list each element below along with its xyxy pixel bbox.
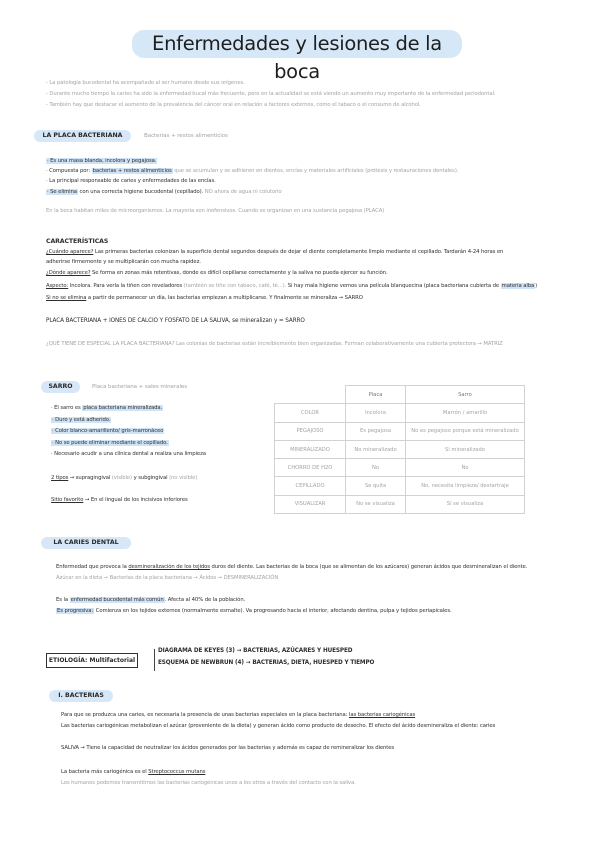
sarro-bullet: · No se puede eliminar mediante el cepillado. xyxy=(52,440,168,446)
table-row-header: PEGAJOSO xyxy=(275,422,346,440)
bacterias-line: Para que se produzca una caries, es necesaria la presencia de unas bacterias especiales en la placa bacteriana: las bacterias cariogénicas xyxy=(61,712,416,718)
sarro-sitio: Sitio favorito → En el lingual de los incisivos inferiores xyxy=(51,497,188,503)
sarro-bullet: · Duro y está adherido. xyxy=(52,417,111,423)
caracteristica-line: Aspecto: Incolora. Para verla la tiñen con reveladores (también se tiñe con tabaco, café, té...). Si hay mala higiene vemos una película blanquecina (placa bacteriana cubierta de materia alba) xyxy=(46,283,538,289)
placa-bullet: · La principal responsable de caries y enfermedades de las encías. xyxy=(46,178,216,184)
caracteristica-line: Si no se elimina a partir de permanecer un día, las bacterias empiezan a multiplicarse. Y finalmente se mineraliza → SARRO xyxy=(46,295,363,301)
table-cell: No es pegajoso porque está mineralizado xyxy=(406,422,525,440)
formula-line: PLACA BACTERIANA + IONES DE CALCIO Y FOSFATO DE LA SALIVA, se mineralizan y = SARRO xyxy=(46,318,305,324)
table-cell: Incolora xyxy=(346,404,406,422)
sarro-bullet: · Color blanco-amarillento/ gris-marronáceo xyxy=(52,428,164,434)
table-header-cell: Sarro xyxy=(406,386,525,404)
placa-bullet: · Se elimina con una correcta higiene bucodental (cepillado). NO ahora de agua ni colutorio xyxy=(47,189,282,195)
table-row xyxy=(275,422,525,440)
table-row xyxy=(275,404,525,422)
placa-bullet: · Compuesta por: bacterias + restos alimenticios que se acumulan y se adhieren en dientes, encías y materiales artificiales (prótesis y restauraciones dentales). xyxy=(46,168,459,174)
intro-line: - Durante mucho tiempo la caries ha sido la enfermedad bucal más frecuente, pero en la actualidad se está viendo un aumento muy importante de la enfermedad periodontal. xyxy=(46,91,496,97)
brace-line xyxy=(154,649,155,671)
table-row xyxy=(275,440,525,458)
intro-line: - La patología bucodental ha acompañado al ser humano desde sus orígenes. xyxy=(46,80,245,86)
sarro-bullet: · Necesario acudir a una clínica dental a realiza una limpieza xyxy=(51,451,206,457)
table-row-header: CEPILLADO xyxy=(275,477,346,495)
bacterias-line: SALIVA → Tiene la capacidad de neutralizar los ácidos generados por las bacterias y además es capaz de remineralizar los dientes xyxy=(61,745,395,751)
etiologia-line: DIAGRAMA DE KEYES (3) → BACTERIAS, AZÚCARES Y HUESPED xyxy=(158,648,353,654)
table-header-row xyxy=(275,386,525,404)
table-cell: Sí se visualiza xyxy=(406,495,525,513)
caries-line: Enfermedad que provoca la desmineralización de los tejidos duros del diente. Las bacterias de la boca (que se alimentan de los azúcares) generan ácidos que desmineralizan el diente. xyxy=(56,564,528,570)
caracteristica-line: ¿Dónde aparece? Se forma en zonas más retentivas, donde es difícil cepillarse correctamente y la saliva no pueda ejercer su función. xyxy=(46,270,388,276)
table-cell: No xyxy=(406,459,525,477)
intro-line: - También hay que destacar el aumento de la prevalencia del cáncer oral en relación a factores externos, como el tabaco o el consumo de alcohol. xyxy=(46,102,421,108)
sarro-tipos: 2 tipos → supragingival (visible) y subgingival (no visible) xyxy=(51,475,198,481)
caries-line: Es la enfermedad bucodental más común. Afecta al 40% de la población. xyxy=(56,597,246,603)
bacterias-line: Los humanos podemos transmitirnos las bacterias cariogénicas unos a los otros a través del contacto con la saliva. xyxy=(61,780,356,786)
section-subtitle: Bacterias + restos alimenticios xyxy=(144,133,228,139)
placa-bullet: · Es una masa blanda, incolora y pegajosa. xyxy=(47,158,157,164)
section-label-bacterias: I. BACTERIAS xyxy=(49,690,113,702)
table-cell: Sí mineralizado xyxy=(406,440,525,458)
table-cell: No, necesita limpieza/ destartraje xyxy=(406,477,525,495)
etiologia-label: ETIOLOGÍA: Multifactorial xyxy=(46,653,138,668)
etiologia-line: ESQUEMA DE NEWBRUN (4) → BACTERIAS, DIETA, HUESPED Y TIEMPO xyxy=(158,660,375,666)
table-cell: No se visualiza xyxy=(346,495,406,513)
caries-line: Azúcar en la dieta → Bacterias de la placa bacteriana → Ácidos → DESMINERALIZACIÓN xyxy=(56,575,279,581)
table-row-header: VISUALIZAR xyxy=(275,495,346,513)
page-title: Enfermedades y lesiones de la boca xyxy=(152,32,442,83)
table-cell: Se quita xyxy=(346,477,406,495)
table-row-header: CHORRO DE H2O xyxy=(275,459,346,477)
table-header-cell: Placa xyxy=(346,386,406,404)
table-row-header: COLOR xyxy=(275,404,346,422)
table-row-header: MINERALIZADO xyxy=(275,440,346,458)
section-subtitle: Placa bacteriana + sales minerales xyxy=(92,384,188,390)
bacterias-line: Las bacterias cariogénicas metabolizan el azúcar (proveniente de la dieta) y generan ácido como producto de desecho. El efecto del ácido desmineraliza el diente: caries xyxy=(61,723,496,729)
table-cell: Es pegajosa xyxy=(346,422,406,440)
section-label-caries: LA CARIES DENTAL xyxy=(41,537,131,549)
sarro-bullet: · El sarro es placa bacteriana mineralizada. xyxy=(51,405,163,411)
table-header-cell xyxy=(275,386,346,404)
table-row xyxy=(275,459,525,477)
table-cell: No mineralizado xyxy=(346,440,406,458)
caracteristica-line: ¿Cuándo aparece? Las primeras bacterias colonizan la superficie dental segundos después de dejar el diente completamente limpio mediante el cepillado. Tardarán 4-24 horas en xyxy=(46,249,504,255)
section-label-sarro: SARRO xyxy=(41,381,80,393)
section-label-placa: LA PLACA BACTERIANA xyxy=(34,130,131,142)
bacterias-line: La bacteria más cariogénica es el Streptococcus mutans xyxy=(61,769,206,775)
caracteristica-line: adherirse firmemente y se multiplicarán con mucha rapidez. xyxy=(46,259,201,265)
placa-note: En la boca habitan miles de microorganismos. La mayoría son inofensivos. Cuando se organizan en una sustancia pegajosa (PLACA) xyxy=(46,208,385,214)
table-row xyxy=(275,477,525,495)
table-row xyxy=(275,495,525,513)
table-cell: Marrón / amarillo xyxy=(406,404,525,422)
question-line: ¿QUÉ TIENE DE ESPECIAL LA PLACA BACTERIANA? Las colonias de bacterias están increíblemente bien organizadas. Forman colaborativamente una cubierta protectora → MATRIZ xyxy=(46,341,503,347)
table-cell: No xyxy=(346,459,406,477)
caracteristicas-heading: CARACTERÍSTICAS xyxy=(46,238,109,245)
caries-line: Es progresiva: Comienza en los tejidos externos (normalmente esmalte). Va progresando hacia el interior, afectando dentina, pulpa y tejidos periapicales. xyxy=(57,608,452,614)
comparison-table xyxy=(274,385,525,514)
